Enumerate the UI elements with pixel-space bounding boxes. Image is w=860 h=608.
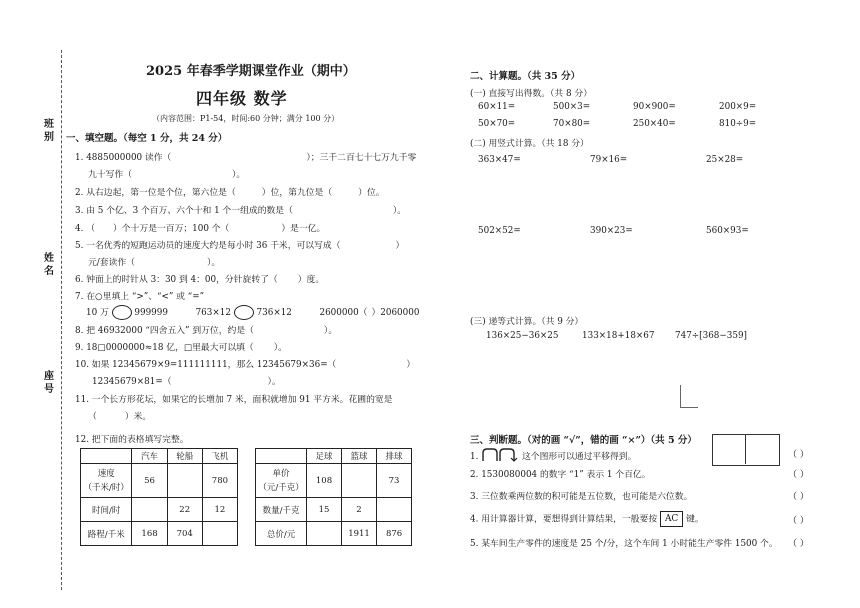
part3-heading: 三、判断题。（对的画 “√”，错的画 “×”）（共 5 分） (470, 435, 697, 446)
judge-item-3: 3. 三位数乘两位数的积可能是五位数，也可能是六位数。 (470, 492, 693, 502)
q7-text: 7. 在○里填上 “>”、“<” 或 “=” (75, 292, 205, 302)
q11-text-cont: （ ）米。 (88, 412, 152, 422)
judge-item-4: 4. 用计算器计算，要想得到计算结果，一般要按 AC 键。 (470, 511, 704, 527)
stepwise-heading: (三) 递等式计算。（共 9 分） (470, 317, 584, 327)
table-row-label: 路程/千米 (81, 522, 132, 546)
pencil-mark (680, 407, 698, 408)
q1-text: 1. 4885000000 读作（ ）；三千二百七十七万九千零 (75, 153, 417, 163)
q1-text-cont: 九十写作（ ）。 (88, 170, 246, 180)
table-cell[interactable] (377, 498, 412, 522)
binding-line (61, 50, 62, 590)
table-cell[interactable] (167, 464, 202, 498)
compare-circle[interactable] (112, 305, 132, 320)
q6-text: 6. 钟面上的时针从 3：30 到 4：00，分针旋转了（ ）度。 (75, 275, 325, 285)
table-cell[interactable] (132, 498, 167, 522)
ac-key: AC (660, 511, 683, 527)
table-header-cell: 篮球 (341, 449, 376, 464)
table-row-label: 总价/元 (256, 522, 307, 546)
vertical-item: 25×28= (706, 155, 744, 165)
q5-text: 5. 一名优秀的短跑运动员的速度大约是每小时 36 千米，可以写成（ ） (75, 241, 405, 251)
table-header-cell (256, 449, 307, 464)
vertical-item: 560×93= (706, 226, 749, 236)
answer-paren[interactable]: （ ） (788, 492, 809, 502)
price-table (255, 448, 412, 546)
table-cell: 876 (377, 522, 412, 546)
judge-item-1: 1. 这个图形可以通过平移得到。 (470, 447, 636, 466)
answer-paren[interactable]: （ ） (788, 450, 809, 460)
table-header-cell: 足球 (307, 449, 342, 464)
curved-arrow-icon (481, 447, 519, 466)
q5-text-cont: 元/套读作（ ）。 (88, 258, 221, 268)
table-header-cell: 飞机 (202, 449, 237, 464)
table-row-label: 速度 （千米/时） (81, 464, 132, 498)
judge-item-2: 2. 1530080004 的数字 “1” 表示 1 个百亿。 (470, 470, 651, 480)
vertical-item: 79×16= (590, 155, 628, 165)
oral-item: 500×3= (553, 102, 591, 112)
q8-text: 8. 把 46932000 “四舍五入” 到万位，约是（ ）。 (75, 326, 338, 336)
q2-text: 2. 从右边起，第一位是个位，第六位是（ ）位，第九位是（ ）位。 (75, 188, 385, 198)
q11-text: 11. 一个长方形花坛，如果它的长增加 7 米，面积就增加 91 平方米。花圃的宽是 (75, 395, 393, 405)
table-header-cell: 轮船 (167, 449, 202, 464)
table-cell: 15 (307, 498, 342, 522)
table-header-cell: 排球 (377, 449, 412, 464)
table-cell: 73 (377, 464, 412, 498)
exam-info: （内容范围：P1-54，时间:60 分钟；满分 100 分） (152, 114, 340, 123)
stepwise-item: 747÷[368−359] (675, 331, 747, 341)
oral-item: 60×11= (478, 102, 516, 112)
q12-text: 12. 把下面的表格填写完整。 (75, 435, 189, 445)
oral-item: 50×70= (478, 119, 516, 129)
seat-label: 座号 (44, 371, 54, 395)
table-cell[interactable] (341, 464, 376, 498)
table-cell: 108 (307, 464, 342, 498)
q4-text: 4. （ ）个十万是一百万；100 个（ ）是一亿。 (75, 224, 326, 234)
table-cell: 2 (341, 498, 376, 522)
pencil-mark (680, 385, 681, 407)
figure-divider (745, 434, 746, 464)
oral-item: 200×9= (719, 102, 757, 112)
vertical-item: 502×52= (478, 226, 521, 236)
table-cell[interactable] (307, 522, 342, 546)
oral-heading: (一) 直接写出得数。（共 8 分） (470, 89, 593, 99)
table-row-label: 单价 （元/千克） (256, 464, 307, 498)
stepwise-item: 133×18+18×67 (582, 331, 655, 341)
answer-paren[interactable]: （ ） (788, 539, 809, 549)
table-row-label: 时间/时 (81, 498, 132, 522)
table-cell: 704 (167, 522, 202, 546)
name-label: 姓名 (44, 253, 54, 277)
stepwise-item: 136×25−36×25 (486, 331, 559, 341)
q3-text: 3. 由 5 个亿、3 个百万、六个十和 1 个一组成的数是（ ）。 (75, 206, 407, 216)
oral-item: 250×40= (633, 119, 676, 129)
part2-heading: 二、计算题。（共 35 分） (470, 71, 581, 82)
table-cell: 56 (132, 464, 167, 498)
exam-title: 2025 年春季学期课堂作业（期中） (146, 64, 356, 79)
table-cell: 22 (167, 498, 202, 522)
answer-paren[interactable]: （ ） (788, 470, 809, 480)
table-row-label: 数量/千克 (256, 498, 307, 522)
table-cell: 780 (202, 464, 237, 498)
part1-heading: 一、填空题。（每空 1 分，共 24 分） (66, 133, 228, 144)
q10-text: 10. 如果 12345679×9=111111111，那么 12345679×36=（ ） (75, 360, 416, 370)
table-cell[interactable] (202, 522, 237, 546)
exam-subject: 四年级 数学 (196, 89, 288, 108)
oral-item: 70×80= (553, 119, 591, 129)
judge-item-5: 5. 某车间生产零件的速度是 25 个/分，这个车间 1 小时能生产零件 1500 个。 (470, 539, 778, 549)
class-label: 班别 (44, 119, 54, 143)
table-cell: 168 (132, 522, 167, 546)
translation-figure (712, 434, 780, 466)
vertical-heading: (二) 用竖式计算。（共 18 分） (470, 139, 589, 149)
table-header-cell: 汽车 (132, 449, 167, 464)
table-cell: 12 (202, 498, 237, 522)
answer-paren[interactable]: （ ） (788, 516, 809, 526)
oral-item: 810÷9= (719, 119, 757, 129)
compare-circle[interactable] (234, 305, 254, 320)
table-cell: 1911 (341, 522, 376, 546)
table-header-cell (81, 449, 132, 464)
oral-item: 90×900= (633, 102, 676, 112)
q7-comparisons: 10 万 999999 763×12 736×12 2600000（ ）2060000 (86, 305, 419, 320)
speed-table (80, 448, 238, 546)
vertical-item: 363×47= (478, 155, 521, 165)
q9-text: 9. 18□0000000≈18 亿，□里最大可以填（ ）。 (75, 343, 287, 353)
q10-text-cont: 12345679×81=（ ）。 (92, 377, 281, 387)
vertical-item: 390×23= (590, 226, 633, 236)
